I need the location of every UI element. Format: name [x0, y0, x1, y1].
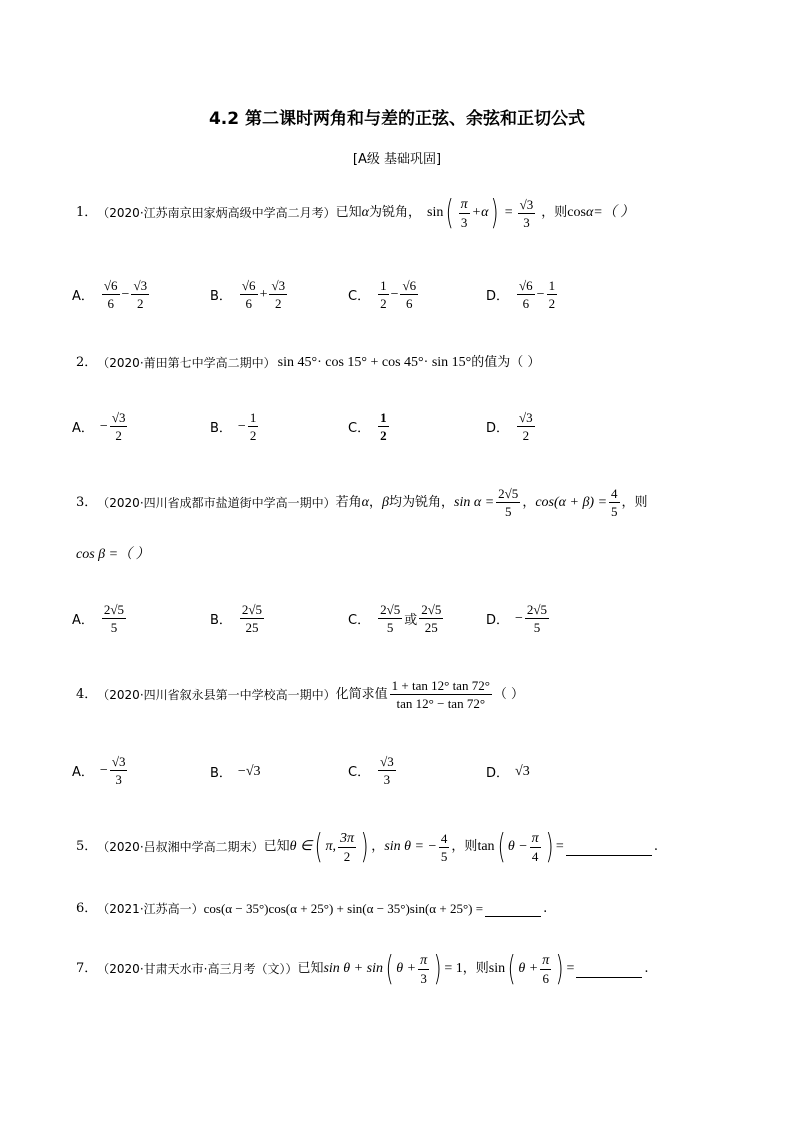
q7-end: . [644, 961, 649, 976]
frac-num: 2√5 [421, 602, 442, 617]
q3-value-2 [609, 486, 620, 519]
frac-num: 2√5 [241, 602, 263, 617]
q1-eq: = [504, 205, 513, 220]
q6-answer-blank[interactable] [485, 902, 541, 917]
option-or: 或 [404, 613, 418, 628]
option-frac-1 [517, 278, 535, 311]
option-value: −√3 [237, 763, 261, 779]
q7-eq-1: = 1 [444, 961, 463, 976]
option-frac-2 [547, 278, 558, 311]
q4-option-a[interactable] [72, 754, 129, 787]
option-letter: D． [486, 289, 510, 304]
frac-den: 5 [504, 504, 512, 519]
frac-num: √3 [111, 410, 126, 425]
q1-value-num: √3 [519, 196, 534, 212]
q1-tail: ，则 [541, 205, 568, 220]
frac-den: 4 [531, 848, 539, 864]
option-frac-1 [378, 278, 389, 311]
frac-num: √3 [271, 278, 286, 293]
frac-num: 2√5 [526, 602, 548, 617]
frac-den: 3 [115, 772, 122, 787]
frac-den: 6 [542, 970, 549, 986]
q5-paren-right: ) [360, 827, 369, 867]
option-frac-2 [419, 602, 443, 635]
option-operator: − [536, 286, 545, 302]
option-frac-2 [269, 278, 287, 311]
frac-den: 5 [386, 620, 394, 635]
q4-text-pre: 化简求值 [335, 686, 388, 702]
q1-paren-right: ) [491, 193, 500, 233]
q3-tail: ，则 [621, 494, 648, 510]
frac-den: 2 [275, 296, 282, 311]
question-3-line-2 [76, 546, 150, 564]
frac-den: 2 [548, 296, 556, 311]
option-letter: A． [72, 765, 94, 780]
option-frac [378, 602, 402, 635]
q1-plus-alpha: +α [471, 205, 489, 220]
option-letter: D． [486, 613, 510, 628]
option-letter: A． [72, 613, 94, 628]
q5-paren-right-2: ) [545, 827, 554, 867]
q5-tail: ，则 [451, 839, 478, 854]
question-4 [76, 678, 524, 711]
q3-option-a[interactable] [72, 602, 128, 635]
q5-sin-theta: sin θ = − [384, 839, 437, 854]
q3-beta: β [382, 494, 390, 510]
option-frac [102, 602, 126, 635]
option-letter: B． [210, 766, 232, 781]
q4-option-b[interactable] [210, 762, 261, 781]
q1-paren-left: ( [446, 193, 454, 233]
q5-theta-minus: θ − [507, 839, 528, 854]
q4-option-d[interactable] [486, 762, 530, 781]
q5-source: （2020·吕叔湘中学高二期末） [97, 840, 264, 854]
option-frac-1 [102, 278, 120, 311]
frac-num: 1 + tan 12° tan 72° [391, 678, 490, 693]
q7-eq-2: = [566, 961, 575, 976]
question-1 [76, 193, 635, 233]
q7-expr-1: sin θ + sin [323, 961, 383, 976]
option-frac [110, 754, 128, 787]
frac-den: 6 [107, 296, 114, 311]
option-letter: B． [210, 421, 232, 436]
q1-option-a[interactable] [72, 278, 151, 311]
q1-cos: cos [567, 205, 586, 220]
q7-paren-right: ) [433, 949, 442, 989]
q3-text-mid2: 均为锐角， [389, 494, 455, 510]
q1-option-c[interactable] [348, 278, 420, 311]
frac-den: 2 [137, 296, 144, 311]
frac-den: 3 [383, 772, 391, 787]
option-letter: A． [72, 421, 94, 436]
q1-ask: α=（ ） [585, 205, 635, 220]
q1-number: 1． [76, 205, 98, 220]
q7-text-pre: 已知 [297, 961, 324, 976]
q5-pi-over-4 [530, 831, 541, 864]
q1-option-d[interactable] [486, 278, 559, 311]
q1-value-den: 3 [523, 214, 530, 230]
frac-num: √3 [519, 410, 533, 425]
option-frac [378, 410, 389, 443]
frac-den: 2 [522, 428, 530, 443]
question-5 [76, 827, 658, 867]
q7-answer-blank[interactable] [576, 961, 642, 978]
q3-number: 3． [76, 494, 98, 510]
option-letter: C． [348, 765, 371, 780]
option-operator: − [390, 286, 399, 302]
frac-num: √6 [241, 278, 256, 293]
q3-source: （2020·四川省成都市盐道街中学高一期中） [97, 495, 336, 510]
option-frac-2 [131, 278, 149, 311]
option-value: √3 [515, 763, 530, 779]
q3-comma: ， [522, 494, 536, 510]
q7-tail: ，则 [462, 961, 489, 976]
option-operator: − [121, 286, 130, 302]
q3-alpha: α [361, 494, 370, 510]
q7-theta-plus: θ + [396, 961, 417, 976]
q3-sin-alpha: sin α = [454, 494, 495, 510]
q5-tan: tan [477, 839, 495, 854]
q6-source: （2021·江苏高一） [97, 902, 204, 916]
q1-value [518, 197, 536, 230]
page-title: 4.2 第二课时两角和与差的正弦、余弦和正切公式 [208, 109, 586, 129]
q1-condition [427, 193, 537, 233]
frac-den: 25 [424, 620, 438, 635]
frac-den: 2 [343, 848, 351, 864]
option-frac-1 [240, 278, 258, 311]
q3-option-c[interactable] [348, 602, 445, 635]
frac-den: 6 [406, 296, 413, 311]
option-frac [517, 410, 535, 443]
q4-source: （2020·四川省叙永县第一中学校高一期中） [97, 687, 336, 702]
option-frac [248, 410, 259, 443]
section-label: [A级 基础巩固] [352, 152, 442, 167]
q7-paren-left-2: ( [507, 949, 516, 989]
q2-option-b[interactable] [210, 410, 260, 443]
frac-num: 1 [548, 278, 556, 293]
frac-den: 2 [249, 428, 257, 443]
q2-option-d[interactable] [486, 410, 537, 443]
q2-expression: sin 45°· cos 15° + cos 45°· sin 15° [277, 355, 472, 370]
frac-num: 2√5 [498, 486, 519, 501]
frac-den: 3 [420, 970, 427, 986]
question-7 [76, 949, 649, 989]
q5-comma: ， [371, 839, 385, 854]
q5-value [439, 831, 450, 864]
q5-end: . [653, 839, 658, 854]
option-frac [378, 754, 396, 787]
frac-num: √3 [133, 278, 148, 293]
option-frac [525, 602, 549, 635]
option-letter: B． [210, 289, 232, 304]
q7-pi-over-3 [418, 953, 429, 986]
option-sign: − [99, 762, 108, 778]
q2-source: （2020·莆田第七中学高二期中） [97, 356, 276, 370]
q3-text-pre: 若角 [335, 494, 362, 510]
q1-text-pre: 已知 [335, 205, 362, 220]
q7-pi-over-6 [540, 953, 551, 986]
frac-num: π [531, 830, 539, 846]
q5-theta-in: θ ∈ [289, 839, 313, 854]
frac-num: √6 [103, 278, 118, 293]
frac-den: tan 12° − tan 72° [396, 696, 486, 711]
q7-paren-left: ( [385, 949, 394, 989]
frac-den: 5 [611, 504, 618, 519]
frac-den: 5 [533, 620, 541, 635]
question-6 [76, 900, 547, 918]
q6-expression: cos(α − 35°)cos(α + 25°) + sin(α − 35°)sin(α + 25°) = [203, 901, 484, 916]
frac-num: 2√5 [380, 602, 401, 617]
q6-end: . [543, 901, 548, 916]
q4-option-c[interactable] [348, 754, 398, 787]
q5-paren-left-2: ( [497, 827, 506, 867]
option-letter: D． [486, 766, 510, 781]
frac-num: √3 [380, 754, 394, 769]
frac-den: 2 [380, 296, 387, 311]
q3-text-mid: ， [369, 494, 383, 510]
q4-tail: （ ） [493, 686, 525, 702]
q1-source: （2020·江苏南京田家炳高级中学高二月考） [97, 206, 336, 220]
option-letter: C． [348, 289, 371, 304]
q1-pi: π [460, 196, 468, 212]
q7-sin: sin [488, 961, 506, 976]
frac-num: 1 [380, 278, 387, 293]
q1-pi-over-3 [459, 197, 470, 230]
question-2 [76, 354, 540, 372]
frac-den: 25 [245, 620, 259, 635]
question-3 [76, 486, 648, 519]
q1-option-b[interactable] [210, 278, 289, 311]
q3-value-1 [496, 486, 520, 519]
frac-num: 1 [380, 410, 387, 425]
q5-paren-left: ( [314, 827, 323, 867]
frac-num: √6 [519, 278, 533, 293]
q7-paren-right-2: ) [555, 949, 564, 989]
frac-num: 4 [440, 830, 448, 846]
frac-num: 4 [611, 486, 618, 501]
option-frac [240, 602, 264, 635]
q4-number: 4． [76, 686, 98, 702]
option-letter: D． [486, 421, 510, 436]
frac-den: 6 [245, 296, 252, 311]
option-letter: C． [348, 613, 371, 628]
frac-den: 2 [380, 428, 387, 443]
frac-num: π [542, 952, 550, 968]
frac-den: 6 [522, 296, 530, 311]
q3-cos-sum: cos(α + β) = [535, 494, 608, 510]
q5-text-pre: 已知 [263, 839, 290, 854]
option-sign: − [515, 610, 523, 626]
frac-den: 5 [110, 620, 118, 635]
q2-tail: 的值为（ ） [471, 355, 541, 370]
q1-sin: sin [427, 205, 444, 220]
frac-num: √3 [111, 754, 126, 769]
option-frac [110, 410, 128, 443]
q6-number: 6． [76, 901, 98, 916]
frac-num: 2√5 [103, 602, 125, 617]
frac-num: 3π [340, 830, 355, 846]
option-letter: B． [210, 613, 232, 628]
option-frac-2 [400, 278, 418, 311]
q1-text-mid: 为锐角， [369, 205, 422, 220]
frac-num: π [420, 952, 428, 968]
q5-answer-blank[interactable] [566, 839, 652, 856]
q3-ask: cos β =（ ） [76, 547, 150, 562]
q2-option-a[interactable] [72, 410, 129, 443]
option-sign: − [99, 418, 108, 434]
q7-theta-plus-2: θ + [518, 961, 539, 976]
option-letter: C． [348, 421, 371, 436]
option-letter: A． [72, 289, 94, 304]
q7-number: 7． [76, 961, 98, 976]
q3-option-d[interactable] [486, 602, 551, 635]
q5-interval-end [338, 831, 356, 864]
q3-option-b[interactable] [210, 602, 266, 635]
q4-expression [390, 678, 492, 711]
frac-den: 2 [115, 428, 122, 443]
frac-den: 5 [440, 848, 448, 864]
frac-num: √6 [402, 278, 417, 293]
q2-option-c[interactable] [348, 410, 391, 443]
q1-three: 3 [460, 214, 468, 230]
q2-number: 2． [76, 355, 98, 370]
q5-interval-start: π, [325, 839, 337, 854]
option-operator: + [259, 286, 268, 302]
q5-eq: = [555, 839, 564, 854]
option-sign: − [237, 418, 246, 434]
q1-alpha: α [361, 205, 370, 220]
frac-num: 1 [249, 410, 257, 425]
q5-number: 5． [76, 839, 98, 854]
q7-source: （2020·甘肃天水市·高三月考（文）） [97, 962, 298, 976]
